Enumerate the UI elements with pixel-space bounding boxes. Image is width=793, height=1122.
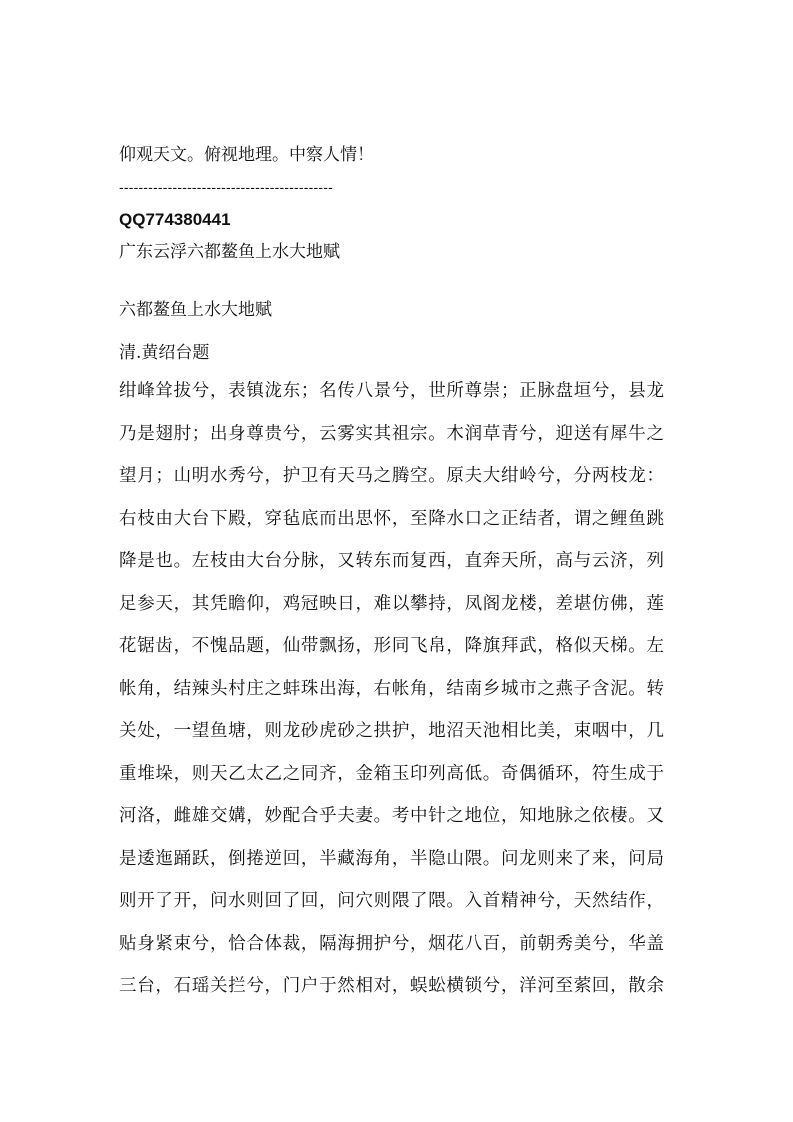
body-line: 右枝由大台下殿，穿毡底而出思怀，至降水口之正结者，谓之鲤鱼跳 (119, 508, 664, 529)
body-line: 则开了开，问水则回了回，问穴则隈了隈。入首精神兮，天然结作， (119, 891, 664, 911)
divider-line: -------------------------------------------- (119, 179, 333, 195)
body-line: 是逶迤踊跃，倒捲逆回，半藏海角，半隐山隈。问龙则来了来，问局 (119, 848, 664, 869)
article-title: 六都鳌鱼上水大地赋 (119, 300, 272, 320)
body-line: 乃是翅肘；出身尊贵兮，云雾实其祖宗。木润草青兮，迎送有犀牛之 (119, 423, 664, 444)
body-line: 降是也。左枝由大台分脉，又转东而复西，直奔天所，高与云济，列 (119, 551, 664, 571)
body-line: 三台，石瑶关拦兮，门户于然相对，蜈蚣横锁兮，洋河至萦回，散余 (119, 976, 664, 996)
body-line: 花锯齿，不愧品题，仙带飘扬，形同飞帛，降旗拜武，格似天梯。左 (119, 636, 664, 656)
qq-contact: QQ774380441 (119, 210, 231, 229)
body-line: 重堆垛，则天乙太乙之同齐，金箱玉印列高低。奇偶循环，符生成于 (119, 763, 664, 784)
body-line: 贴身紧束兮，恰合体裁，隔海拥护兮，烟花八百，前朝秀美兮，华盖 (119, 933, 664, 954)
article-author: 清.黄绍台题 (119, 343, 210, 363)
body-line: 绀峰耸拔兮，表镇泷东；名传八景兮，世所尊崇；正脉盘垣兮，县龙 (119, 381, 664, 401)
body-line: 关处，一望鱼塘，则龙砂虎砂之拱护，地沼天池相比美，束咽中，几 (119, 721, 664, 741)
body-line: 河洛，雌雄交媾，妙配合乎夫妻。考中针之地位，知地脉之依棲。又 (119, 806, 664, 826)
body-line: 足参天，其凭瞻仰，鸡冠映日，难以攀持，凤阁龙楼，差堪仿佛，莲 (119, 593, 664, 614)
body-line: 帐角，结辣头村庄之蚌珠出海，右帐角，结南乡城市之燕子含泥。转 (119, 678, 664, 699)
subtitle: 广东云浮六都鳌鱼上水大地赋 (119, 242, 340, 262)
motto-line: 仰观天文。俯视地理。中察人情！ (119, 145, 374, 165)
body-line: 望月；山明水秀兮，护卫有天马之腾空。原夫大绀岭兮，分两枝龙： (119, 466, 664, 486)
